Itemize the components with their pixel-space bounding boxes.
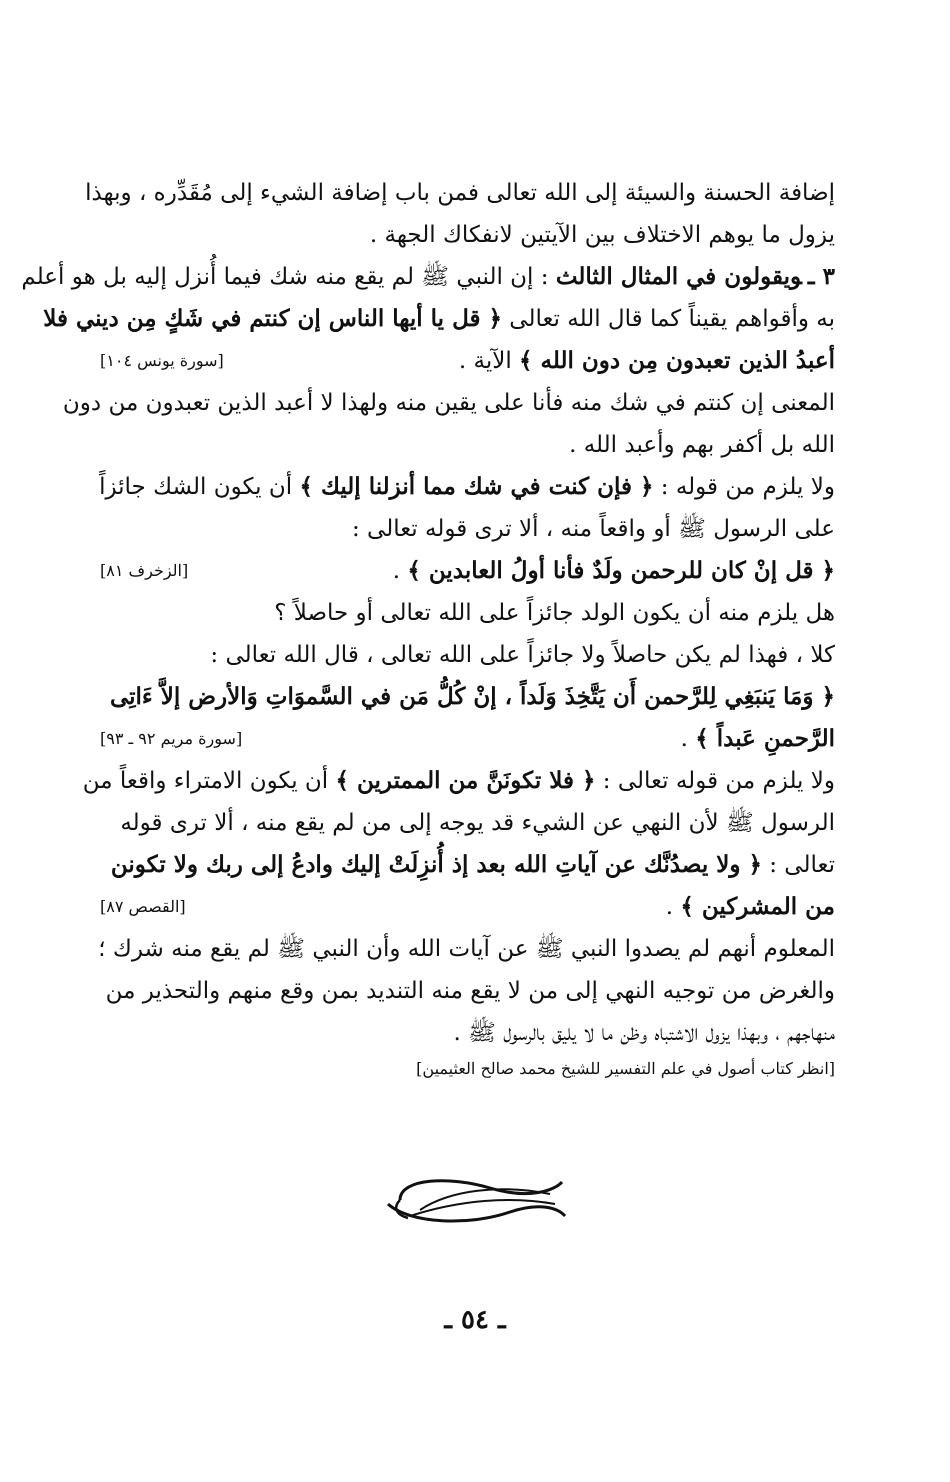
line-text: ولا يلزم من قوله تعالى :	[595, 768, 835, 794]
line-text: الآية .	[458, 348, 520, 374]
text-line	[100, 970, 835, 1012]
line-text: والغرض من توجيه النهي إلى من لا يقع منه التنديد بمن وقع منهم والتحذير من	[105, 978, 835, 1004]
page-body	[21, 172, 835, 1084]
text-line	[100, 508, 835, 550]
quran-verse: ﴿ وَمَا يَنبَغِي لِلرَّحمن أَن يَتَّخِذَ وَلَداً ، إنْ كُلُّ مَن في السَّموَاتِ وَالأرض إلاَّ ءَاتِى	[109, 683, 835, 710]
quran-verse: ﴿ فلا تكونَنَّ من الممترين ﴾	[335, 767, 596, 794]
text-line	[100, 844, 835, 886]
line-text: .	[392, 558, 408, 584]
line-text: على الرسول ﷺ أو واقعاً منه ، ألا ترى قوله تعالى :	[351, 516, 835, 542]
line-text: تعالى :	[761, 852, 835, 878]
text-line	[100, 424, 835, 466]
text-line	[100, 592, 835, 634]
line-text: الله بل أكفر بهم وأعبد الله .	[569, 432, 835, 458]
text-line	[85, 172, 835, 214]
text-line	[100, 718, 835, 760]
verse-citation: [سورة مريم ٩٢ ـ ٩٣]	[100, 729, 243, 748]
text-line	[100, 466, 835, 508]
line-text: : إن النبي ﷺ لم يقع منه شك فيما أُنزل إليه بل هو أعلم	[21, 264, 556, 290]
verse-citation: [القصص ٨٧]	[100, 897, 186, 916]
text-line	[100, 634, 835, 676]
line-text: المعلوم أنهم لم يصدوا النبي ﷺ عن آيات الله وأن النبي ﷺ لم يقع منه شرك ؛	[98, 936, 835, 962]
line-text: .	[680, 726, 696, 752]
line-text: كلا ، فهذا لم يكن حاصلاً ولا جائزاً على الله تعالى ، قال الله تعالى :	[210, 642, 835, 668]
text-line	[43, 298, 835, 340]
page-number: ـ ٥٤ ـ	[444, 1305, 506, 1335]
line-text: منهاجهم ، وبهذا يزول الاشتباه وظن ما لا يليق بالرسول ﷺ .	[453, 1020, 835, 1046]
line-text: .	[665, 894, 681, 920]
quran-verse: ﴿ قل يا أيها الناس إن كنتم في شَكٍ مِن ديني فلا	[43, 305, 502, 332]
line-text: أن يكون الشك جائزاً	[99, 474, 300, 500]
source-note	[100, 1054, 835, 1084]
text-line	[100, 886, 835, 928]
item-number: ٣ ـ	[807, 263, 835, 290]
text-line	[100, 802, 835, 844]
quran-verse: الرَّحمنِ عَبداً ﴾	[695, 725, 835, 752]
line-text: المعنى إن كنتم في شك منه فأنا على يقين منه ولهذا لا أعبد الذين تعبدون من دون	[62, 390, 835, 416]
text-line	[100, 1012, 835, 1054]
text-line	[82, 760, 835, 802]
text-line	[100, 550, 835, 592]
line-text: هل يلزم منه أن يكون الولد جائزاً على الله تعالى أو حاصلاً ؟	[274, 600, 835, 626]
line-text: يزول ما يوهم الاختلاف بين الآيتين لانفكاك الجهة .	[369, 222, 835, 248]
quran-verse: ﴿ ولا يصدُنَّك عن آياتِ الله بعد إذ أُنزِلَتْ إليك وادعُ إلى ربك ولا تكونن	[110, 851, 762, 878]
text-line	[100, 676, 835, 718]
line-text: به وأقواهم يقيناً كما قال الله تعالى	[501, 306, 835, 332]
quran-verse: أعبدُ الذين تعبدون مِن دون الله ﴾	[519, 347, 835, 374]
quran-verse: ﴿ قل إنْ كان للرحمن ولَدٌ فأنا أولُ العابدين ﴾	[407, 557, 835, 584]
calligraphic-flourish-icon	[380, 1170, 570, 1230]
line-text: إضافة الحسنة والسيئة إلى الله تعالى فمن باب إضافة الشيء إلى مُقَدِّره ، وبهذا	[85, 180, 835, 206]
verse-citation: [الزخرف ٨١]	[100, 561, 189, 580]
line-text: الرسول ﷺ لأن النهي عن الشيء قد يوجه إلى من لم يقع منه ، ألا ترى قوله	[120, 810, 835, 836]
verse-citation: [سورة يونس ١٠٤]	[100, 351, 224, 370]
text-line	[100, 340, 835, 382]
item-heading: ويقولون في المثال الثالث	[555, 263, 802, 290]
source-note-text: [انظر كتاب أصول في علم التفسير للشيخ محمد صالح العثيمين]	[416, 1059, 835, 1078]
text-line	[21, 256, 835, 298]
line-text: أن يكون الامتراء واقعاً من	[82, 768, 336, 794]
text-line	[100, 928, 835, 970]
quran-verse: من المشركين ﴾	[680, 893, 835, 920]
text-line	[100, 214, 835, 256]
quran-verse: ﴿ فإن كنت في شك مما أنزلنا إليك ﴾	[299, 473, 654, 500]
line-text: ولا يلزم من قوله :	[653, 474, 835, 500]
text-line	[62, 382, 835, 424]
